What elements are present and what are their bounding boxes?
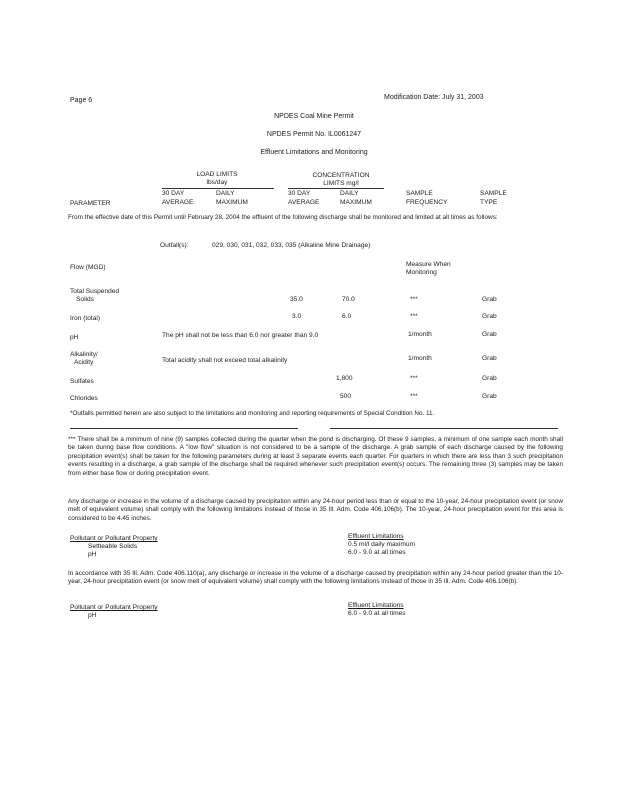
row-iron-avg: 3.0 — [292, 313, 302, 320]
row-tss-avg: 35.0 — [290, 296, 303, 303]
row-flow-param: Flow (MGD) — [70, 264, 106, 271]
intro-paragraph: From the effective date of this Permit until February 28, 2004 the effluent of the following discharge shall be monitored and limited at all times as follows: — [68, 214, 498, 221]
list1-item-2-left: pH — [88, 551, 97, 558]
modification-date: Modification Date: July 31, 2003 — [384, 94, 484, 101]
list2-item-1-right: 6.0 - 9.0 at all times — [348, 610, 406, 617]
row-iron-param: Iron (total) — [70, 315, 101, 322]
document-title: NPDES Coal Mine Permit — [274, 113, 354, 120]
row-chlorides-freq: *** — [410, 393, 418, 400]
concentration-unit: LIMITS mg/l — [323, 180, 359, 187]
load-30day-heading-2: AVERAGE — [162, 199, 194, 206]
load-daily-heading-2: MAXIMUM — [216, 199, 248, 206]
type-heading-2: TYPE — [480, 199, 498, 206]
row-alkalinity-type: Grab — [482, 355, 497, 362]
list2-item-1-left: pH — [88, 612, 97, 619]
conc-daily-heading-2: MAXIMUM — [340, 199, 372, 206]
page-number: Page 6 — [70, 97, 93, 104]
parameter-heading: PARAMETER — [70, 200, 111, 207]
row-sulfates-freq: *** — [410, 375, 418, 382]
row-alkalinity-param-2: Acidity — [74, 359, 94, 366]
outfall-footnote: *Outfalls permitted herein are also subject to the limitations and monitoring and reporting requirements of Special Condition No. 11. — [70, 410, 435, 417]
list1-item-2-right: 6.0 - 9.0 at all times — [348, 549, 406, 556]
row-alkalinity-param: Alkalinity/ — [70, 351, 98, 358]
conc-daily-heading: DAILY — [340, 190, 359, 197]
row-chlorides-type: Grab — [482, 393, 497, 400]
row-chlorides-param: Chlorides — [70, 395, 98, 402]
load-daily-heading: DAILY — [216, 190, 235, 197]
row-tss-param: Total Suspended — [70, 288, 120, 295]
row-alkalinity-freq: 1/month — [408, 355, 432, 362]
load-limits-unit: lbs/day — [206, 179, 228, 186]
load-30day-heading: 30 DAY — [162, 190, 185, 197]
list1-item-1-right: 0.5 ml/l daily maximum — [348, 541, 416, 548]
outfall-value: 029, 030, 031, 032, 033, 035 (Alkaline Mine Drainage) — [212, 242, 371, 249]
sampling-paragraph: *** There shall be a minimum of nine (9) samples collected during the quarter when the pond is discharging. Of these 9 samples, a minimum of one sample each month shall be taken during base flow conditions. A "low flow" situation is not considered to be a sample of the discharge. A grab sample of each discharge caused by the following precipitation event(s) shall be taken for the following parameters during at least 3 separate events each quarter. For quarters in which there are less than 3 such precipitation events resulting in a discharge, a grab sample of the discharge shall be required whenever such precipitation event(s) occurs. The remaining three (3) samples may be taken from either base flow or during precipitation event. — [68, 436, 563, 477]
row-flow-freq-2: Monitoring — [406, 269, 437, 276]
conc-30day-heading-2: AVERAGE — [288, 199, 320, 206]
row-flow-freq: Measure When — [406, 261, 451, 268]
row-ph-param: pH — [70, 334, 79, 341]
permit-number: NPDES Permit No. IL0061247 — [266, 131, 362, 138]
frequency-heading-2: FREQUENCY — [406, 199, 448, 206]
row-tss-type: Grab — [482, 296, 497, 303]
precipitation-paragraph: Any discharge or increase in the volume of a discharge caused by precipitation within any 24-hour period less than or equal to the 10-year, 24-hour precipitation event (or snow melt of equivalent volume) shall comply with the following limitations instead of those in 35 Ill. Adm. Code 406.106(b). The 10-year, 24-hour precipitation event for this area is considered to be 4.45 inches. — [68, 498, 563, 522]
footnote-rule-right — [330, 428, 558, 429]
row-sulfates-type: Grab — [482, 375, 497, 382]
type-heading: SAMPLE — [480, 190, 507, 197]
conc-30day-heading: 30 DAY — [288, 190, 311, 197]
row-ph-note: The pH shall not be less than 6.0 nor greater than 9.0 — [162, 332, 319, 339]
row-sulfates-max: 1,800 — [336, 375, 353, 382]
outfall-label: Outfall(s): — [160, 242, 189, 249]
concentration-divider — [288, 188, 384, 189]
row-ph-freq: 1/month — [408, 331, 432, 338]
pollutant-heading-1: Pollutant or Pollutant Property — [70, 535, 158, 542]
row-iron-type: Grab — [482, 313, 497, 320]
row-alkalinity-note: Total acidity shall not exceed total alkalinity — [162, 357, 288, 364]
row-iron-freq: *** — [410, 313, 418, 320]
row-tss-freq: *** — [410, 296, 418, 303]
load-limits-heading: LOAD LIMITS — [196, 171, 238, 178]
row-ph-type: Grab — [482, 331, 497, 338]
footnote-rule-left — [70, 428, 298, 429]
concentration-heading: CONCENTRATION — [312, 172, 370, 179]
row-tss-max: 70.0 — [342, 296, 355, 303]
frequency-heading: SAMPLE — [406, 190, 433, 197]
row-iron-max: 6.0 — [342, 313, 352, 320]
row-chlorides-max: 500 — [340, 393, 352, 400]
effluent-heading-2: Effluent Limitations — [348, 602, 404, 609]
load-divider — [162, 188, 274, 189]
row-tss-param-2: Solids — [76, 296, 94, 303]
excess-precipitation-paragraph: In accordance with 35 Ill. Adm. Code 406.110(a), any discharge or increase in the volume of a discharge caused by precipitation within any 24-hour period greater than the 10-year, 24-hour precipitation event (or snow melt of equivalent volume) shall comply with the following limitations instead of those in 35 Ill. Adm. Code 406.106(b). — [68, 570, 563, 586]
effluent-heading-1: Effluent Limitations — [348, 533, 404, 540]
row-sulfates-param: Sulfates — [70, 378, 94, 385]
section-title: Effluent Limitations and Monitoring — [260, 149, 368, 156]
pollutant-heading-2: Pollutant or Pollutant Property — [70, 604, 158, 611]
list1-item-1-left: Settleable Solids — [88, 543, 138, 550]
